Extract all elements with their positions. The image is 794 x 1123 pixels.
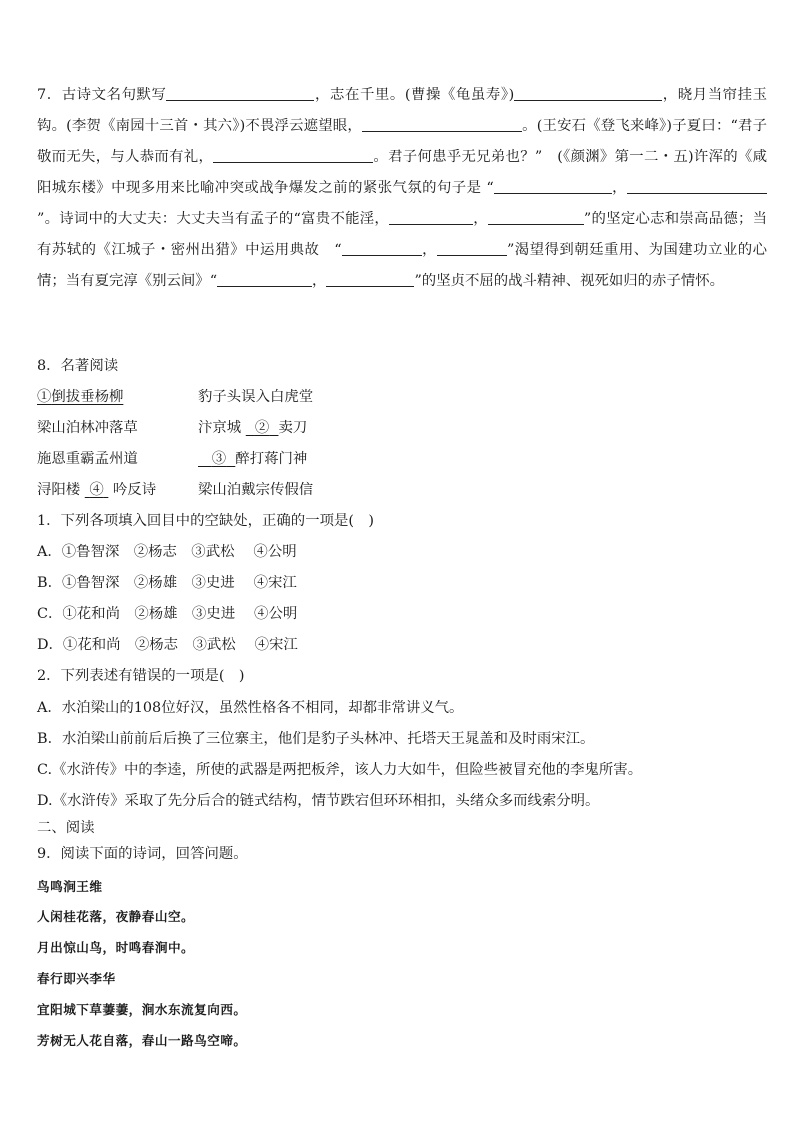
chapter-title: 汴京城 <box>198 420 242 436</box>
q7-text-7: ”。诗词中的大丈夫：大丈夫当有孟子的“富贵不能淫， <box>37 211 390 227</box>
chapter-title: 浔阳楼 <box>37 482 81 498</box>
poem-line: 宜阳城下草萋萋，涧水东流复向西。 <box>37 1002 247 1017</box>
option-b[interactable]: B．①鲁智深 ②杨雄 ③史进 ④宋江 <box>37 575 297 591</box>
q7-text-12: ， <box>312 273 327 289</box>
chapter-row-2-left: 梁山泊林冲落草 <box>37 420 138 436</box>
poem-line: 芳树无人花自落，春山一路鸟空啼。 <box>37 1033 247 1048</box>
fill-blank[interactable] <box>514 86 662 101</box>
q7-text-13: ”的坚贞不屈的战斗精神、视死如归的赤子情怀。 <box>414 273 725 289</box>
option-a[interactable]: A．①鲁智深 ②杨志 ③武松 ④公明 <box>37 544 297 560</box>
option-a[interactable]: A．水泊梁山的108位好汉，虽然性格各不相同，却都非常讲义气。 <box>37 700 464 716</box>
chapter-blank[interactable]: ③ <box>211 451 227 467</box>
chapter-title: 卖刀 <box>278 420 308 436</box>
chapter-blank[interactable]: ① <box>37 389 52 405</box>
chapter-blank[interactable]: ② <box>254 420 270 436</box>
chapter-title: 倒拔垂杨柳 <box>51 389 124 405</box>
chapter-row-3-right <box>198 447 307 468</box>
fill-blank[interactable] <box>166 86 314 101</box>
q7-text-4: 。(王安石《登飞来峰》)子夏曰：“君子敬而无失，与人恭而有礼， <box>37 118 768 165</box>
option-b[interactable]: B．水泊梁山前前后后换了三位寨主，他们是豹子头林冲、托塔天王晁盖和及时雨宋江。 <box>37 731 595 747</box>
fill-blank[interactable] <box>326 272 414 287</box>
question-8-title: 8．名著阅读 <box>37 358 119 374</box>
question-9-stem: 9．阅读下面的诗词，回答问题。 <box>37 846 248 862</box>
fill-blank[interactable] <box>627 179 767 194</box>
option-d[interactable]: D.《水浒传》采取了先分后合的链式结构，情节跌宕但环环相扣，头绪众多而线索分明。 <box>37 793 600 809</box>
sub-question-1-stem: 1．下列各项填入回目中的空缺处，正确的一项是( ) <box>37 513 374 529</box>
chapter-row-1-left <box>37 385 123 406</box>
fill-blank[interactable] <box>494 179 612 194</box>
fill-blank[interactable] <box>389 210 473 225</box>
option-c[interactable]: C．①花和尚 ②杨雄 ③史进 ④公明 <box>37 606 298 622</box>
q7-text-8: ， <box>473 211 488 227</box>
fill-blank[interactable] <box>488 210 584 225</box>
chapter-blank[interactable]: ④ <box>89 482 104 498</box>
chapter-row-4-right: 梁山泊戴宗传假信 <box>198 482 314 498</box>
chapter-row-1-right: 豹子头误入白虎堂 <box>198 389 314 405</box>
chapter-row-4-left <box>37 478 156 499</box>
poem-title: 鸟鸣涧王维 <box>37 879 103 894</box>
fill-blank[interactable] <box>217 272 312 287</box>
q7-text-5: 。君子何患乎无兄弟也？” (《颜渊》第一二・五)许浑的《咸阳城东楼》中现多用来比喻冲突或战争爆发之前的紧张气氛的句子是 “ <box>37 149 767 196</box>
fill-blank[interactable] <box>362 117 522 132</box>
question-7 <box>37 80 767 297</box>
chapter-title: 吟反诗 <box>112 482 157 498</box>
fill-blank[interactable] <box>213 148 373 163</box>
q7-text-11: ”渴望得到朝廷重用、为国建功立业的心情；当有夏完淳《别云间》“ <box>37 242 767 289</box>
chapter-title: 醉打蒋门神 <box>235 451 308 467</box>
q7-text-3: ，晓月当帘挂玉钩。(李贺《南园十三首・其六》)不畏浮云遮望眼， <box>37 87 767 134</box>
poem-title: 春行即兴李华 <box>37 971 116 986</box>
q7-text-2: ，志在千里。(曹操《龟虽寿》) <box>314 87 515 103</box>
poem-line: 月出惊山鸟，时鸣春涧中。 <box>37 940 195 955</box>
fill-blank[interactable] <box>437 241 507 256</box>
q7-text-9: ”的坚定心志和崇高品德；当有苏轼的《江城子・密州出猎》中运用典故 “ <box>37 211 767 258</box>
chapter-row-3-left: 施恩重霸孟州道 <box>37 451 138 467</box>
q7-text-10: ， <box>421 242 437 258</box>
chapter-row-2-right <box>198 416 307 437</box>
option-c[interactable]: C.《水浒传》中的李逵，所使的武器是两把板斧，该人力大如牛，但险些被冒充他的李鬼所害。 <box>37 762 643 778</box>
q7-text-1: 7．古诗文名句默写 <box>37 87 167 103</box>
fill-blank[interactable] <box>342 241 422 256</box>
section-heading: 二、阅读 <box>37 820 95 836</box>
option-d[interactable]: D．①花和尚 ②杨志 ③武松 ④宋江 <box>37 637 298 653</box>
poem-line: 人闲桂花落，夜静春山空。 <box>37 909 195 924</box>
sub-question-2-stem: 2．下列表述有错误的一项是( ) <box>37 668 245 684</box>
q7-text-6: ， <box>611 180 627 196</box>
